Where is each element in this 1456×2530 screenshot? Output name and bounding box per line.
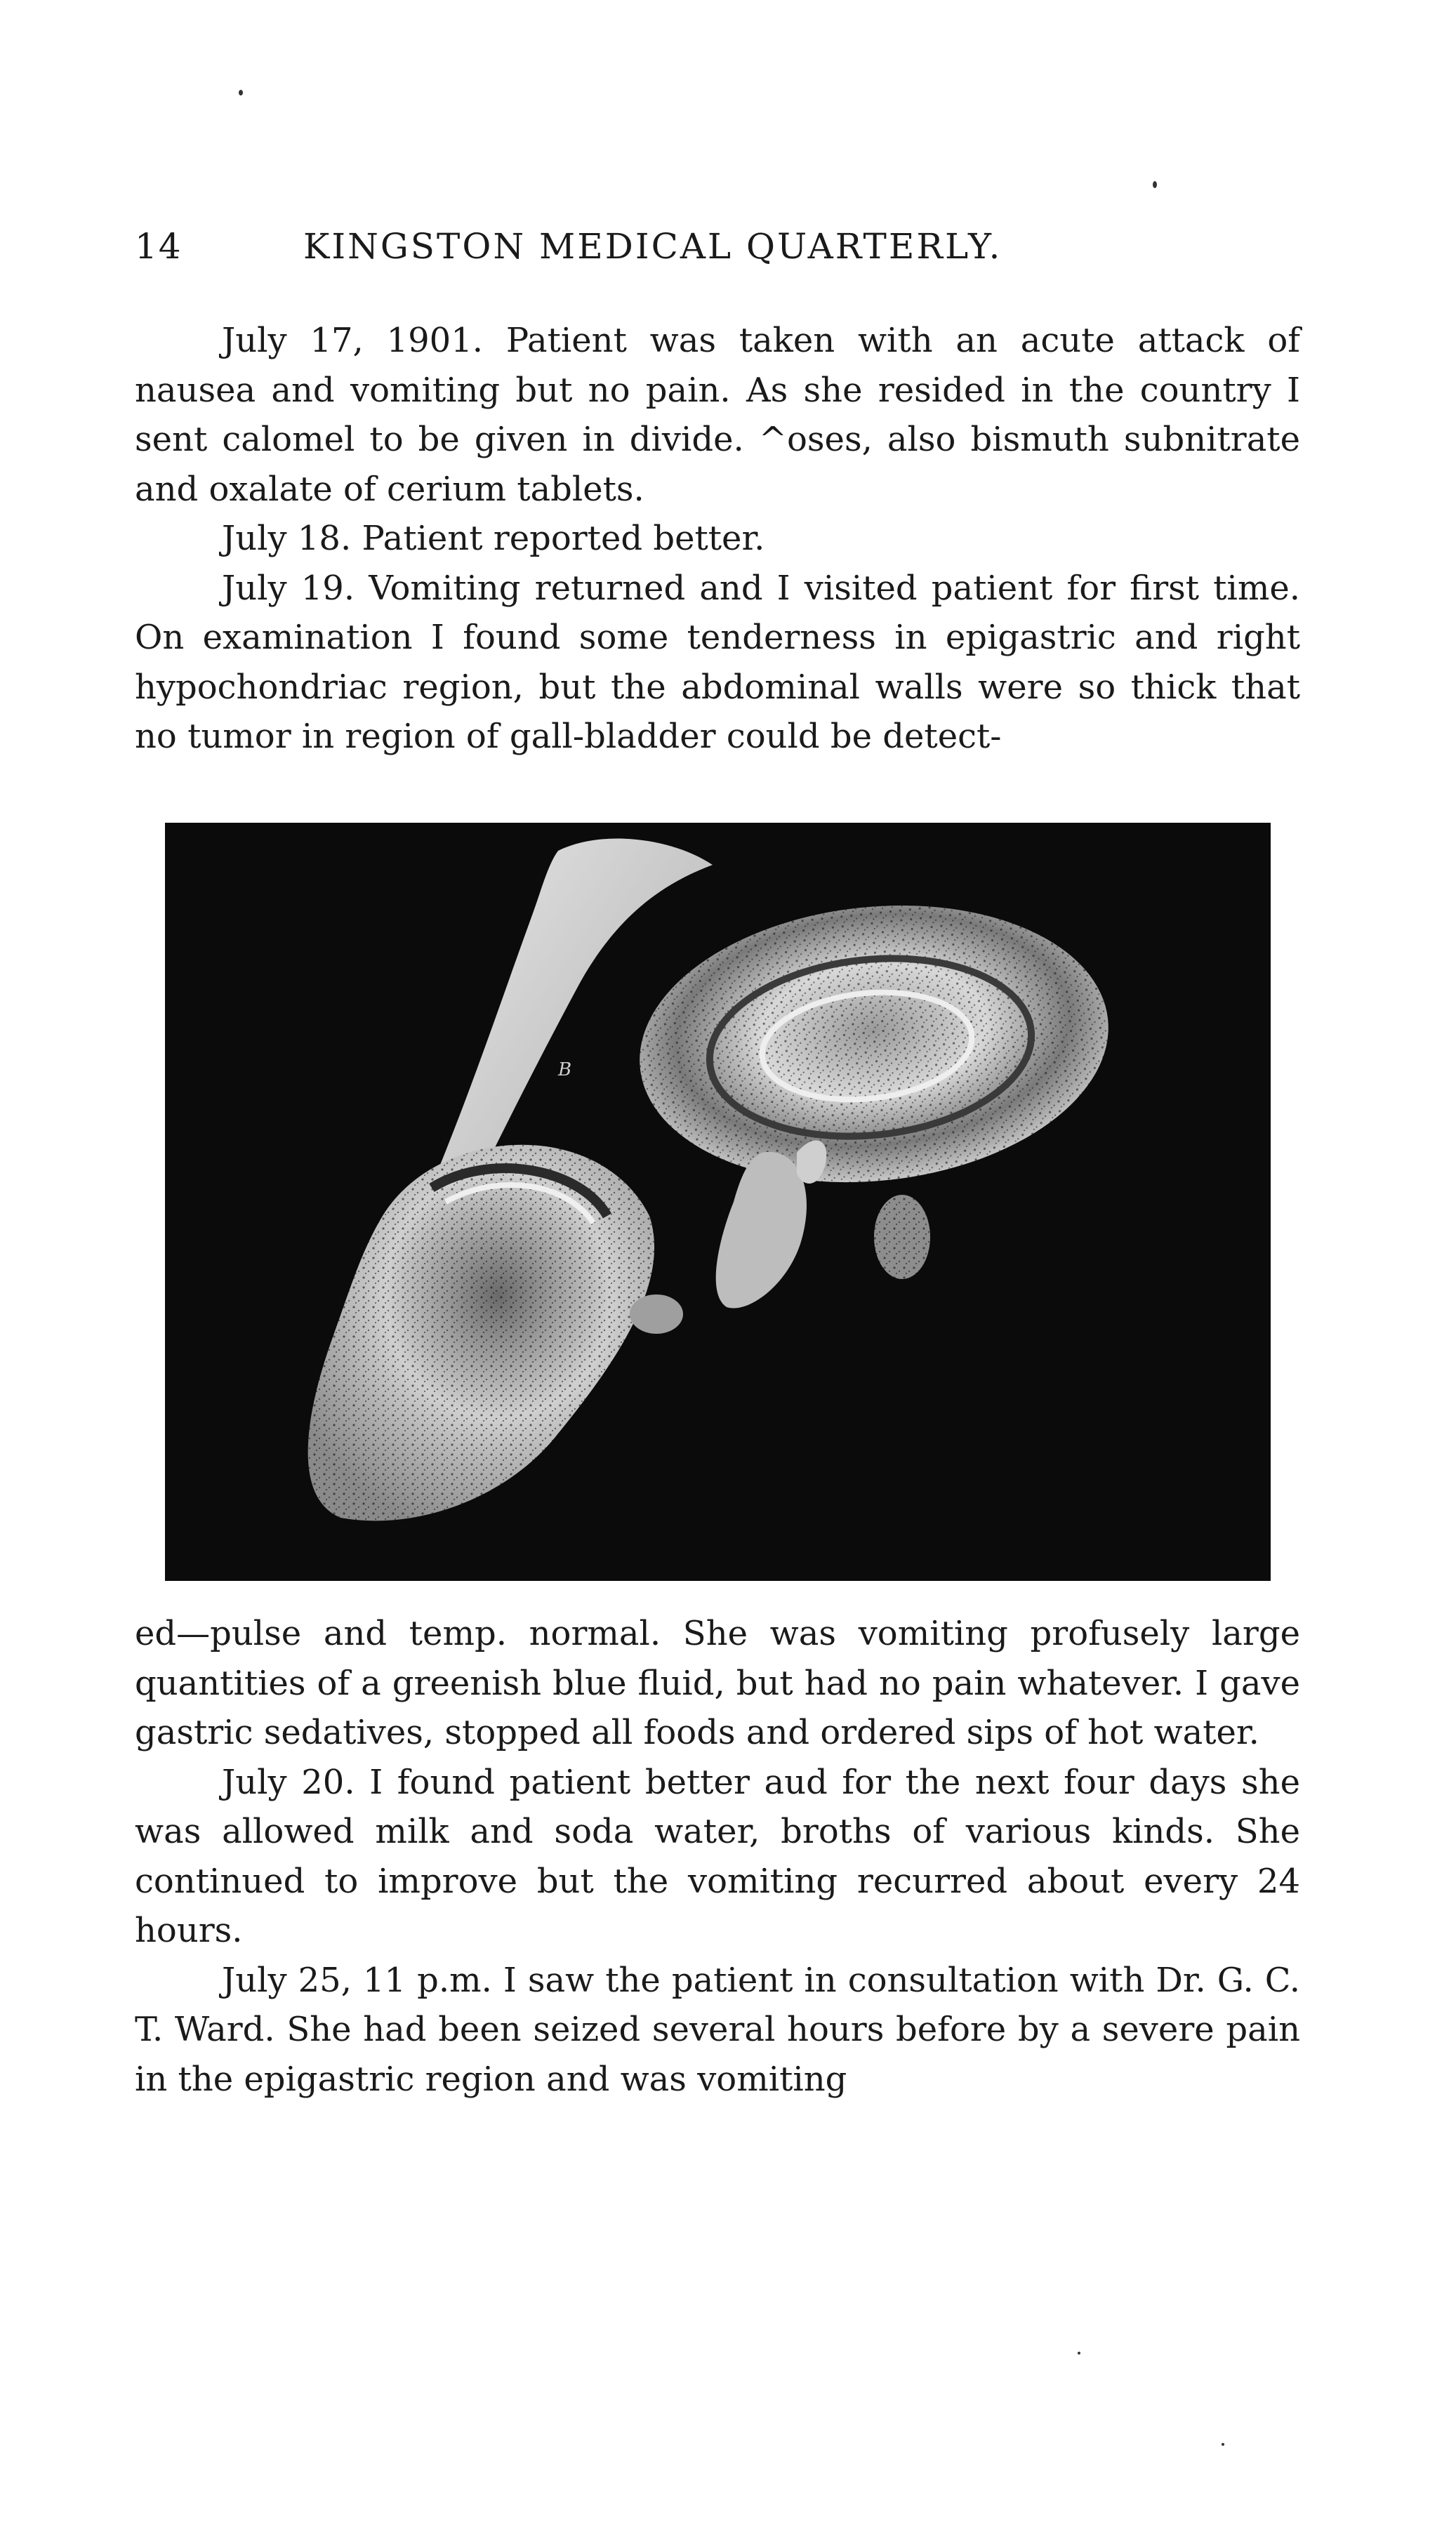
specimen-photo-illustration <box>165 823 1271 1581</box>
print-speck <box>1078 2352 1080 2355</box>
journal-title: KINGSTON MEDICAL QUARTERLY. <box>303 226 1002 267</box>
paragraph-continuation: ed—pulse and temp. normal. She was vomiting profusely large quantities of a greenish blue fluid, but had no pain whatever. I gave gastric sedatives, stopped all foods and ordered sips of hot water. <box>135 1614 1300 1752</box>
paragraph-july-19: July 19. Vomiting returned and I visited patient for first time. On examination I found some tenderness in epigastric and right hypochondriac region, but the abdominal walls were so thick that no tumor in region of gall-bladder could be detect- <box>135 568 1300 756</box>
print-speck <box>239 90 243 95</box>
paragraph-july-25: July 25, 11 p.m. I saw the patient in consultation with Dr. G. C. T. Ward. She had been seized several hours before by a severe pain in the epigastric region and was vomiting <box>135 1960 1300 2099</box>
print-speck <box>1153 181 1157 188</box>
paragraph-july-20: July 20. I found patient better aud for the next four days she was allowed milk and soda water, broths of various kinds. She continued to improve but the vomiting recurred about every 24 hours. <box>135 1762 1300 1950</box>
paragraph-july-18: July 18. Patient reported better. <box>222 519 765 558</box>
paragraph-july-17: July 17, 1901. Patient was taken with an acute attack of nausea and vomiting but no pain. As she resided in the country I sent calomel to be given in divide. ^oses, also bismuth subnitrate and oxalate of cerium tablets. <box>135 321 1300 509</box>
print-speck <box>1222 2443 1224 2446</box>
figure-label-b: B <box>558 1059 572 1080</box>
specimen-photograph <box>165 823 1271 1581</box>
body-text-top <box>135 316 1300 762</box>
body-text-bottom <box>135 1609 1300 2104</box>
running-header <box>135 226 1300 282</box>
page-number: 14 <box>135 226 183 267</box>
